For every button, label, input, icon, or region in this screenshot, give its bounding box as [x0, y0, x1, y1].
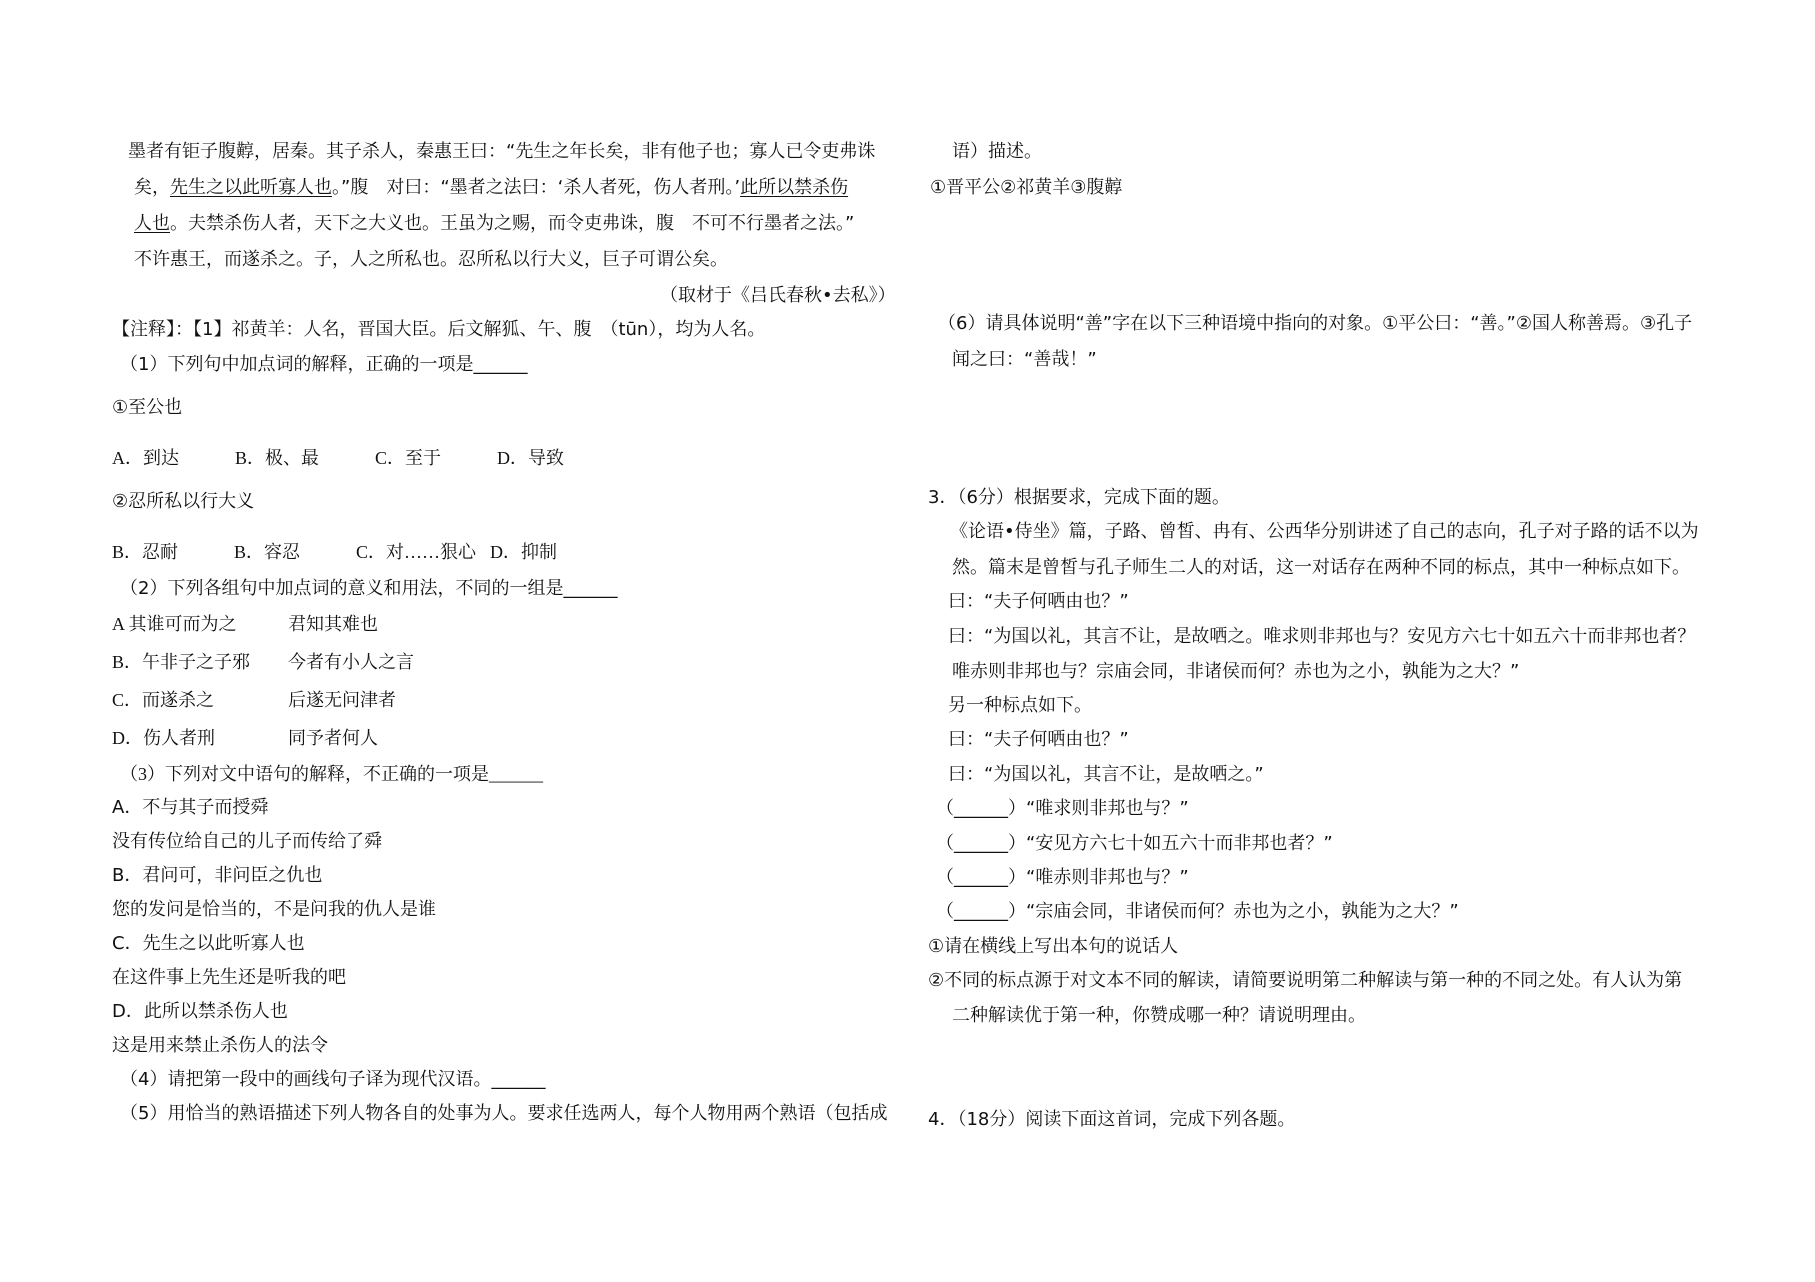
passage-line-3 — [134, 212, 854, 236]
section-3-line: 《论语•侍坐》篇，子路、曾皙、冉有、公西华分别讲述了自己的志向，孔子对子路的话不以为 — [950, 521, 1699, 542]
section-3-sub-2-cont: 二种解读优于第一种，你赞成哪一种？请说明理由。 — [952, 1005, 1366, 1026]
section-3-title: 3．（6分）根据要求，完成下面的题。 — [928, 487, 1230, 508]
option-c[interactable]: C．对……狠心 — [356, 542, 477, 562]
question-1-item-2: ②忍所私以行大义 — [112, 491, 255, 512]
question-3-line: 您的发问是恰当的，不是问我的仇人是谁 — [112, 899, 436, 920]
option-b[interactable]: B．极、最 — [235, 448, 320, 468]
passage-line-2 — [134, 176, 848, 200]
section-3-line: 唯赤则非邦也与？宗庙会同，非诸侯而何？赤也为之小，孰能为之大？” — [952, 661, 1520, 682]
question-2-row — [112, 688, 396, 712]
option-d[interactable]: D．抑制 — [490, 542, 558, 562]
section-3-line: 曰：“夫子何哂由也？” — [948, 591, 1129, 612]
question-2-row — [112, 726, 378, 750]
question-5-prompt: （5）用恰当的熟语描述下列人物各自的处事为人。要求任选两人，每个人物用两个熟语（包括成 — [120, 1103, 888, 1124]
option-d[interactable]: D．导致 — [497, 448, 565, 468]
question-3-line: 在这件事上先生还是听我的吧 — [112, 967, 346, 988]
question-5-people: ①晋平公②祁黄羊③腹䵍 — [930, 177, 1123, 198]
option-pair: 同予者何人 — [288, 728, 378, 748]
question-6-prompt-cont: 闻之曰：“善哉！” — [952, 349, 1097, 370]
option-pair: 君知其难也 — [288, 614, 378, 634]
option-c[interactable]: C．至于 — [375, 448, 442, 468]
underlined-sentence: 此所以禁杀伤 — [740, 177, 849, 198]
section-3-blank-line[interactable]: （______）“宗庙会同，非诸侯而何？赤也为之小，孰能为之大？” — [936, 901, 1459, 922]
section-3-blank-line[interactable]: （______）“安见方六七十如五六十而非邦也者？” — [936, 833, 1333, 854]
question-3-line[interactable]: B．君问可，非问臣之仇也 — [112, 865, 323, 886]
question-3-line: 没有传位给自己的儿子而传给了舜 — [112, 831, 382, 852]
passage-text: 。夫禁杀伤人者，天下之大义也。王虽为之赐，而令吏弗诛，腹 不可不行墨者之法。” — [170, 213, 855, 234]
question-3-line[interactable]: A．不与其子而授舜 — [112, 797, 269, 818]
question-3-line[interactable]: D．此所以禁杀伤人也 — [112, 1001, 288, 1022]
passage-source: （取材于《吕氏春秋•去私》） — [660, 285, 896, 306]
question-6-prompt: （6）请具体说明“善”字在以下三种语境中指向的对象。①平公曰：“善。”②国人称善焉。③孔子 — [938, 313, 1693, 334]
option-label[interactable]: A 其谁可而为之 — [112, 614, 237, 634]
section-3-sub-1: ①请在横线上写出本句的说话人 — [928, 936, 1179, 957]
option-pair: 后遂无问津者 — [288, 690, 396, 710]
section-3-line: 曰：“为国以礼，其言不让，是故哂之。” — [948, 764, 1264, 785]
question-2-row — [112, 650, 414, 674]
option-label[interactable]: D．伤人者刑 — [112, 728, 215, 748]
section-3-blank-line[interactable]: （______）“唯赤则非邦也与？” — [936, 867, 1189, 888]
section-3-line: 曰：“为国以礼，其言不让，是故哂之。唯求则非邦也与？安见方六七十如五六十而非邦也者？ — [948, 626, 1696, 647]
question-4-prompt: （4）请把第一段中的画线句子译为现代汉语。______ — [120, 1069, 546, 1090]
passage-text: 矣， — [134, 177, 170, 198]
option-b[interactable]: B．容忍 — [234, 542, 301, 562]
option-label[interactable]: B．午非子之子邪 — [112, 652, 251, 672]
section-4-title: 4．（18分）阅读下面这首词，完成下列各题。 — [928, 1109, 1296, 1130]
option-pair: 今者有小人之言 — [288, 652, 414, 672]
option-label[interactable]: C．而遂杀之 — [112, 690, 215, 710]
section-3-blank-line[interactable]: （______）“唯求则非邦也与？” — [936, 798, 1189, 819]
passage-line-4: 不许惠王，而遂杀之。子，人之所私也。忍所私以行大义，巨子可谓公矣。 — [134, 249, 728, 270]
section-3-sub-2: ②不同的标点源于对文本不同的解读，请简要说明第二种解读与第一种的不同之处。有人认为第 — [928, 970, 1683, 991]
passage-line-1: 墨者有钜子腹䵍，居秦。其子杀人，秦惠王曰：“先生之年长矣，非有他子也；寡人已令吏弗诛 — [128, 141, 876, 162]
question-1-prompt: （1）下列句中加点词的解释，正确的一项是______ — [120, 354, 528, 375]
question-3-line[interactable]: C．先生之以此听寡人也 — [112, 933, 305, 954]
underlined-sentence: 人也 — [134, 213, 170, 234]
question-1-item-2-options — [112, 540, 557, 564]
option-a[interactable]: B．忍耐 — [112, 542, 179, 562]
underlined-sentence: 先生之以此听寡人也 — [170, 177, 332, 198]
question-2-row — [112, 612, 378, 636]
annotation-note: 【注释】：【1】祁黄羊：人名，晋国大臣。后文解狐、午、腹 （tūn），均为人名。 — [112, 319, 766, 340]
passage-text: 。”腹 对曰：“墨者之法曰：‘杀人者死，伤人者刑。’ — [332, 177, 741, 198]
section-3-line: 然。篇末是曾皙与孔子师生二人的对话，这一对话存在两种不同的标点，其中一种标点如下。 — [952, 557, 1690, 578]
question-3-line: 这是用来禁止杀伤人的法令 — [112, 1035, 328, 1056]
option-a[interactable]: A．到达 — [112, 448, 179, 468]
question-3-prompt: （3）下列对文中语句的解释，不正确的一项是______ — [120, 764, 543, 784]
question-5-continued: 语）描述。 — [952, 141, 1042, 162]
question-2-prompt: （2）下列各组句中加点词的意义和用法，不同的一组是______ — [120, 578, 618, 599]
section-3-line: 另一种标点如下。 — [948, 695, 1092, 716]
question-1-item-1-options — [112, 446, 564, 470]
section-3-line: 曰：“夫子何哂由也？” — [948, 729, 1129, 750]
question-1-item-1: ①至公也 — [112, 397, 183, 418]
